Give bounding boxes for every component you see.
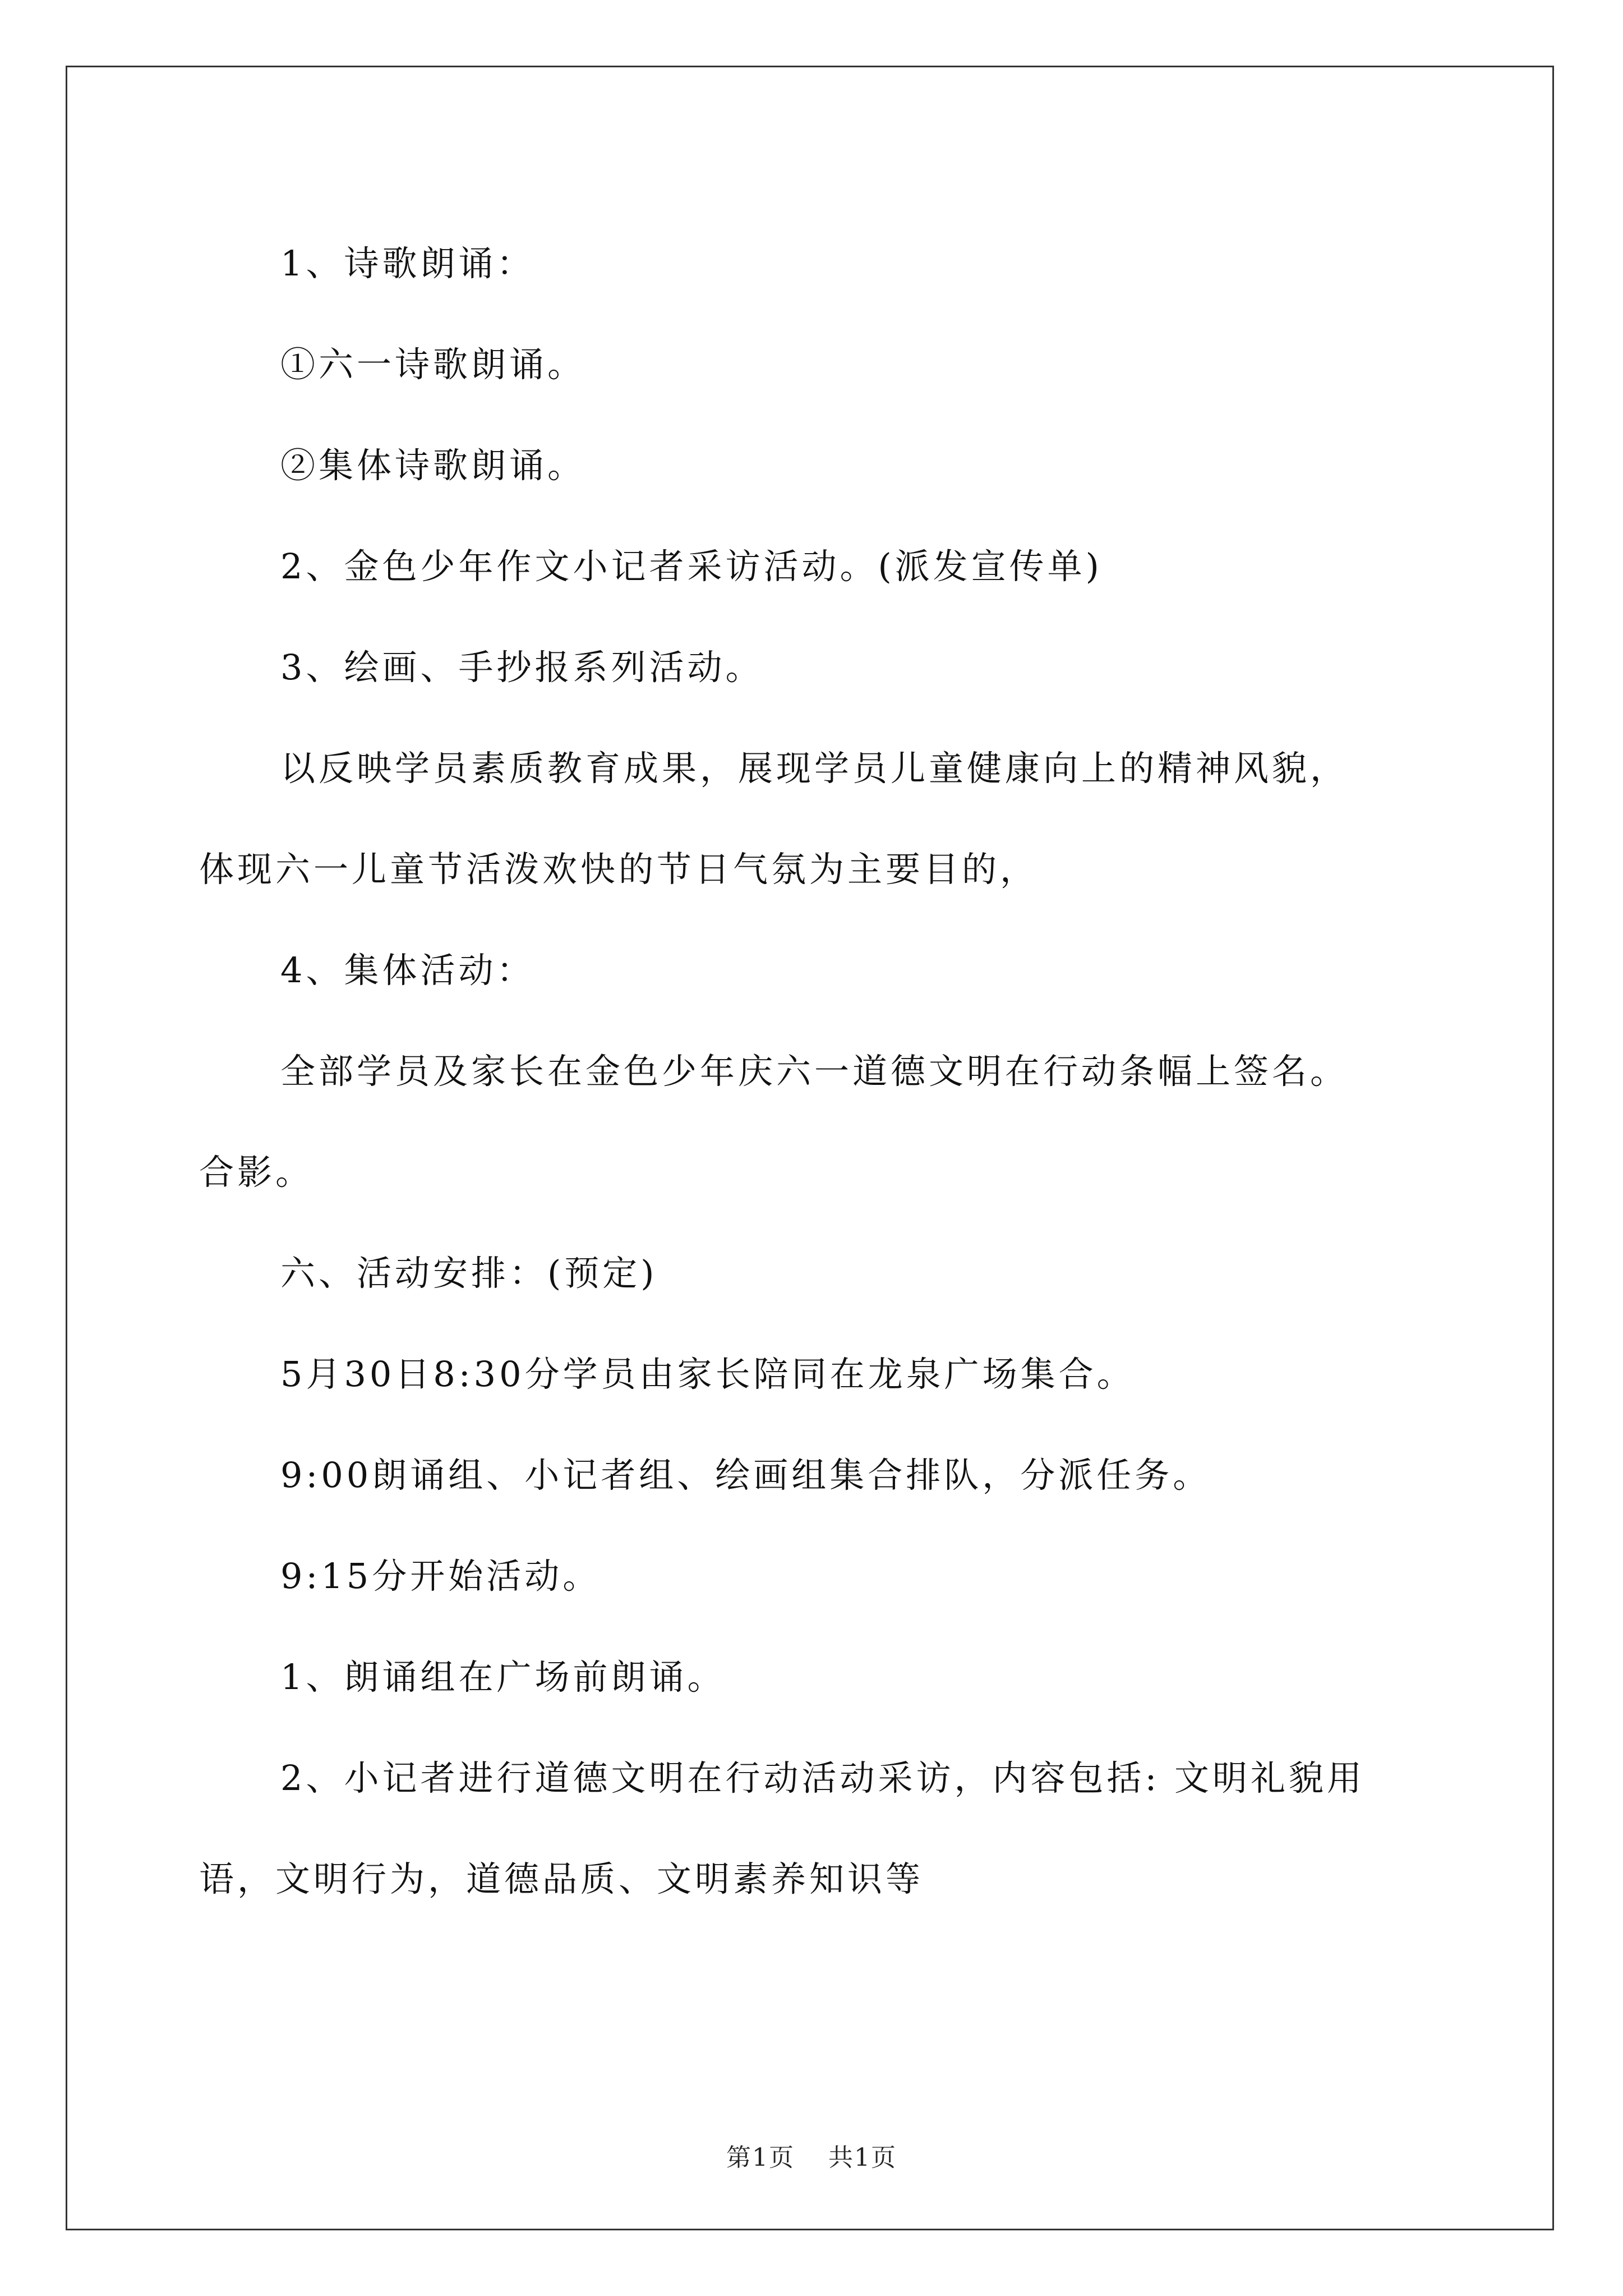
document-body: [199, 213, 1433, 1930]
paragraph: 3、绘画、手抄报系列活动。: [280, 647, 764, 688]
section-heading: 六、活动安排：(预定): [280, 1253, 658, 1294]
paragraph: 4、集体活动：: [280, 950, 535, 991]
paragraph: 5月30日8:30分学员由家长陪同在龙泉广场集合。: [280, 1354, 1135, 1395]
page-number: 第1页: [726, 2143, 795, 2172]
paragraph-continuation: 合影。: [199, 1152, 314, 1193]
paragraph: 9:15分开始活动。: [280, 1556, 601, 1596]
paragraph: 1、诗歌朗诵：: [280, 243, 535, 284]
paragraph: 以反映学员素质教育成果，展现学员儿童健康向上的精神风貌，: [280, 748, 1349, 789]
paragraph: 2、金色少年作文小记者采访活动。(派发宣传单): [280, 546, 1103, 587]
paragraph-continuation: 体现六一儿童节活泼欢快的节日气氛为主要目的，: [199, 849, 1039, 890]
page-footer: [0, 2137, 1623, 2173]
page-total: 共1页: [828, 2143, 897, 2172]
paragraph: 2、小记者进行道德文明在行动活动采访，内容包括: 文明礼貌用: [280, 1757, 1366, 1798]
paragraph: 全部学员及家长在金色少年庆六一道德文明在行动条幅上签名。: [280, 1051, 1349, 1092]
paragraph: 1、朗诵组在广场前朗诵。: [280, 1657, 726, 1697]
paragraph: ①六一诗歌朗诵。: [280, 344, 586, 385]
paragraph: 9:00朗诵组、小记者组、绘画组集合排队，分派任务。: [280, 1455, 1211, 1496]
paragraph: ②集体诗歌朗诵。: [280, 445, 586, 486]
paragraph-continuation: 语，文明行为，道德品质、文明素养知识等: [199, 1858, 924, 1899]
